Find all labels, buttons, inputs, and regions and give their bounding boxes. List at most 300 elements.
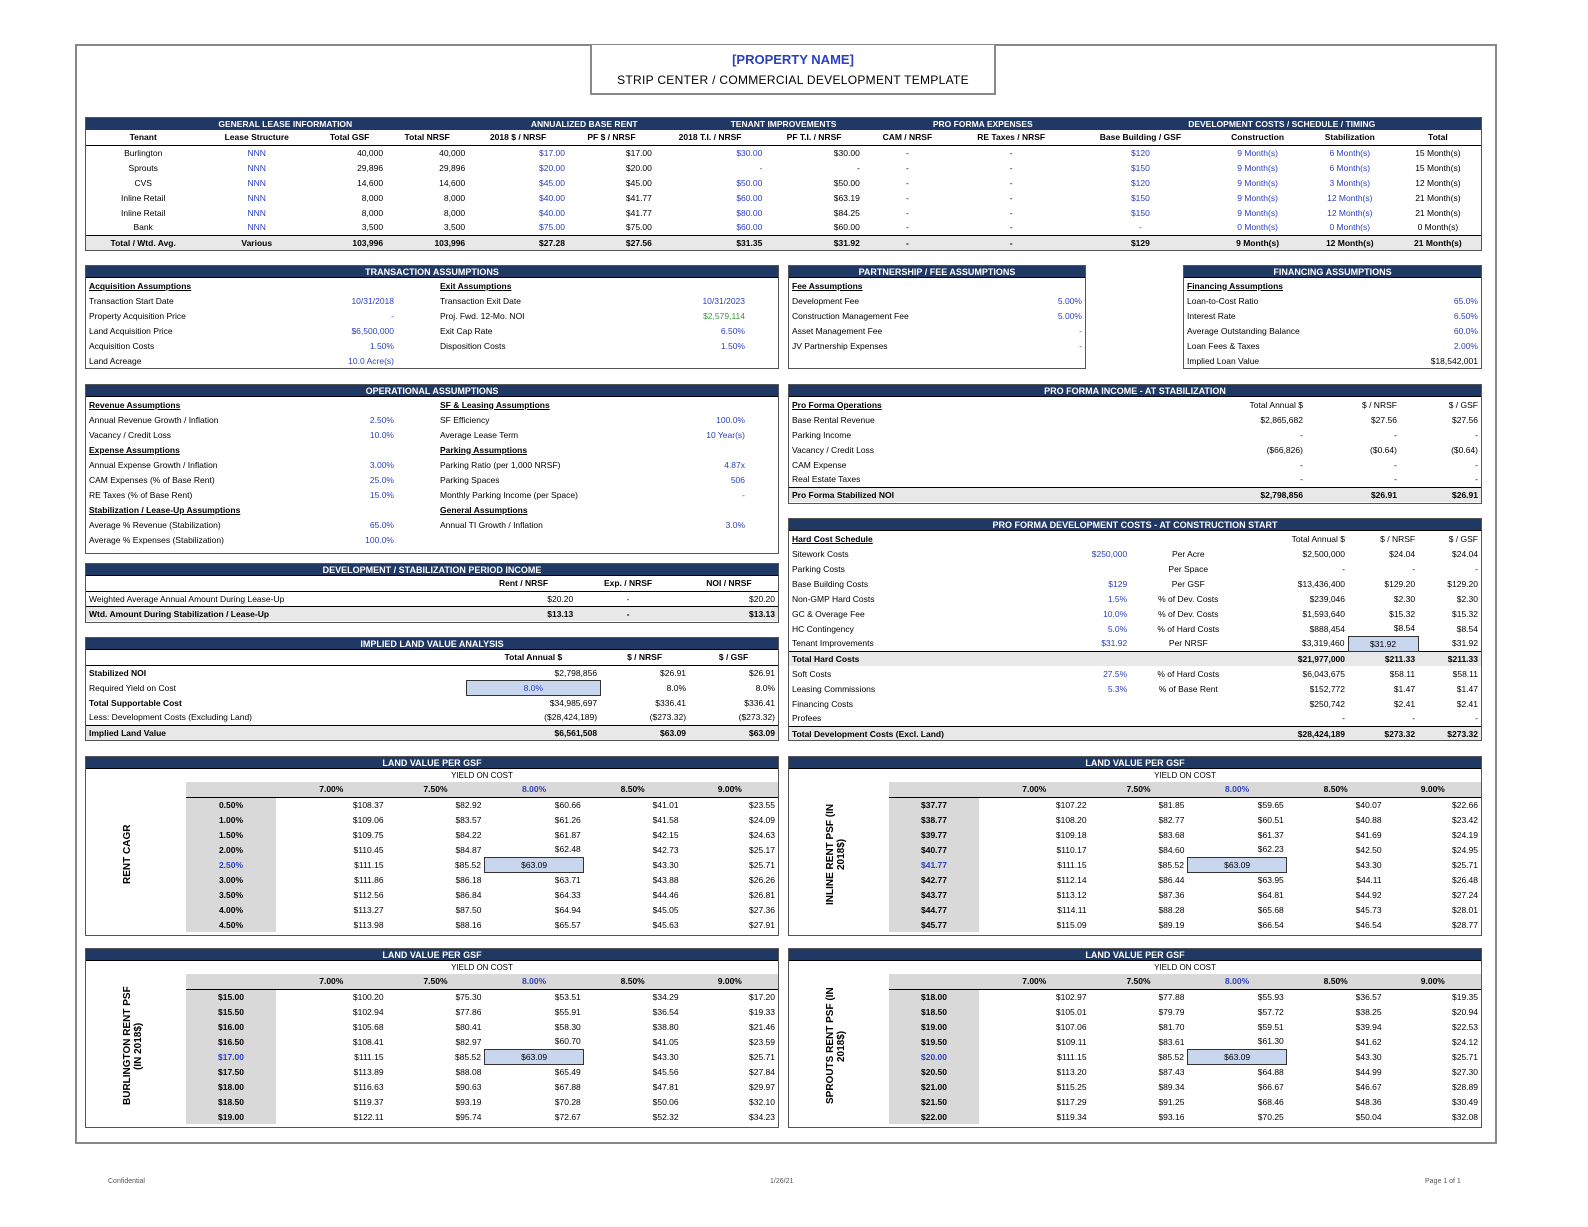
cell: $80.41 <box>455 1021 482 1032</box>
cell: - <box>1300 429 1303 440</box>
cell: $45.00 <box>538 177 565 188</box>
cell: - <box>1009 207 1013 218</box>
cell: $113.98 <box>353 919 384 930</box>
row-value: 100.0% <box>365 534 394 545</box>
cell: 4.00% <box>186 902 276 917</box>
cell: ($273.32) <box>738 712 775 723</box>
cell: $44.11 <box>1356 874 1382 885</box>
cell: $60.66 <box>554 799 581 810</box>
cell: $24.04 <box>1389 548 1416 559</box>
cell: $50.00 <box>833 177 860 188</box>
cell: $20.50 <box>889 1064 979 1079</box>
cell: $86.84 <box>455 889 482 900</box>
table-row <box>889 827 1481 842</box>
cell: ($0.64) <box>1451 444 1478 455</box>
table-row <box>186 842 778 857</box>
cell: Non-GMP Hard Costs <box>792 593 875 604</box>
cell: $85.52 <box>1157 859 1184 870</box>
subsection-title: Financing Assumptions <box>1187 280 1284 291</box>
cell: - <box>1394 459 1397 470</box>
cell: $108.37 <box>352 799 384 810</box>
lease-col-header: Construction <box>1210 130 1304 145</box>
cell: CVS <box>134 177 152 188</box>
table-row <box>889 989 1481 1004</box>
col-header: NOI / NRSF <box>680 576 778 591</box>
cell: $63.09 <box>600 725 689 740</box>
cell: $24.12 <box>1452 1036 1478 1047</box>
cell: $64.88 <box>1257 1066 1284 1077</box>
cell <box>1130 696 1246 711</box>
cell: Per Acre <box>1171 548 1205 559</box>
table-row <box>186 1049 778 1064</box>
row-label: Annual TI Growth / Inflation <box>440 519 543 530</box>
cell: $19.50 <box>889 1034 979 1049</box>
cell: 27.5% <box>1103 668 1128 679</box>
table-row <box>889 1064 1481 1079</box>
cell: $115.25 <box>1056 1081 1087 1092</box>
cell: Required Yield on Cost <box>89 682 176 693</box>
sensitivity-col-header: 7.50% <box>1090 974 1188 989</box>
row-label: RE Taxes (% of Base Rent) <box>89 489 193 500</box>
cell: $82.92 <box>455 799 482 810</box>
subsection-title: Acquisition Assumptions <box>89 280 192 291</box>
cell: - <box>1138 222 1142 233</box>
cell: $40.07 <box>1355 799 1382 810</box>
cell: $91.25 <box>1158 1096 1185 1107</box>
row-label: Average % Expenses (Stabilization) <box>89 534 224 545</box>
cell: 3 Month(s) <box>1329 177 1371 188</box>
sensitivity-axis-label: BURLINGTON RENT PSF (IN 2018$) <box>122 986 144 1106</box>
cell: $38.25 <box>1355 1006 1382 1017</box>
cell: $122.11 <box>353 1111 384 1122</box>
sensitivity-col-header: 7.00% <box>276 782 387 797</box>
cell: $18.50 <box>186 1094 276 1109</box>
row-value: 3.0% <box>725 519 745 530</box>
row-label: Annual Revenue Growth / Inflation <box>89 414 219 425</box>
cell: - <box>1475 429 1478 440</box>
table-row <box>889 1079 1481 1094</box>
cell: - <box>1412 713 1416 724</box>
row-value: 1.50% <box>720 340 745 351</box>
cell: $109.75 <box>352 829 384 840</box>
cell: $67.88 <box>554 1081 581 1092</box>
cell: $19.00 <box>889 1019 979 1034</box>
cell: $23.42 <box>1452 814 1478 825</box>
cell: NNN <box>247 147 266 158</box>
cell: Per Space <box>1168 563 1209 574</box>
cell: 8.0% <box>467 680 601 695</box>
cell: $63.09 <box>1187 1049 1286 1064</box>
section-header: LAND VALUE PER GSF <box>789 757 1481 769</box>
development-income <box>85 563 779 623</box>
cell: $66.54 <box>1257 919 1284 930</box>
cell: ($273.32) <box>649 712 687 723</box>
row-label: Parking Ratio (per 1,000 NRSF) <box>440 459 561 470</box>
cell: $85.52 <box>454 859 481 870</box>
cell: 9 Month(s) <box>1237 177 1278 188</box>
cell: Inline Retail <box>120 207 166 218</box>
cell: $43.77 <box>889 887 979 902</box>
cell: % of Dev. Costs <box>1158 593 1219 604</box>
cell: $25.71 <box>1452 859 1478 870</box>
cell: $45.00 <box>625 177 652 188</box>
cell: $61.30 <box>1257 1036 1284 1047</box>
cell: 2.50% <box>186 857 276 872</box>
cell: 6 Month(s) <box>1329 162 1371 173</box>
cell: $26.91 <box>1400 487 1481 502</box>
cell: $82.97 <box>455 1036 482 1047</box>
cell: $58.11 <box>1389 668 1416 679</box>
cell <box>1059 696 1130 711</box>
section-header: LAND VALUE PER GSF <box>789 949 1481 961</box>
row-label: Parking Spaces <box>440 474 500 485</box>
cell: $113.89 <box>353 1066 384 1077</box>
cell: $75.00 <box>538 222 565 233</box>
cell: $61.26 <box>554 814 581 825</box>
row-label: Average Lease Term <box>440 429 519 440</box>
cell: $58.11 <box>1452 668 1478 679</box>
cell: $19.00 <box>186 1109 276 1124</box>
cell: % of Dev. Costs <box>1158 608 1219 619</box>
cell: Various <box>200 235 313 250</box>
sensitivity-burlington-rent <box>85 948 779 1128</box>
cell: $89.19 <box>1158 919 1185 930</box>
row-value: 65.0% <box>369 519 394 530</box>
cell: $63.09 <box>1187 857 1286 872</box>
cell: Profees <box>792 713 822 724</box>
cell: 40,000 <box>439 147 466 158</box>
cell: $21.00 <box>889 1079 979 1094</box>
cell: $108.41 <box>352 1036 384 1047</box>
cell: % of Hard Costs <box>1157 668 1220 679</box>
cell: - <box>905 147 909 158</box>
cell: $1,593,640 <box>1302 608 1346 619</box>
cell: $40.88 <box>1355 814 1382 825</box>
cell: $41.69 <box>1355 829 1382 840</box>
cell: 21 Month(s) <box>1395 235 1481 250</box>
cell: $64.94 <box>554 904 581 915</box>
cell: Parking Costs <box>792 563 845 574</box>
col-header: $ / NRSF <box>1362 399 1397 410</box>
cell: - <box>1342 713 1346 724</box>
cell: $30.49 <box>1452 1096 1478 1107</box>
sensitivity-col-header: 8.50% <box>584 974 682 989</box>
pro-forma-development-costs <box>788 518 1482 741</box>
cell: $41.05 <box>652 1036 679 1047</box>
row-label: Average Outstanding Balance <box>1187 325 1300 336</box>
lease-col-header: PF $ / NRSF <box>568 130 655 145</box>
cell: $41.62 <box>1355 1036 1382 1047</box>
cell: $19.33 <box>749 1006 775 1017</box>
cell: $2,865,682 <box>1260 414 1303 425</box>
cell: $18.00 <box>889 989 979 1004</box>
cell: $27.24 <box>1452 889 1478 900</box>
cell: $250,742 <box>1309 698 1346 709</box>
cell: $90.63 <box>455 1081 482 1092</box>
cell: $1.47 <box>1456 683 1478 694</box>
table-row <box>186 902 778 917</box>
cell: $19.35 <box>1452 991 1478 1002</box>
cell: 14,600 <box>439 177 466 188</box>
table-row <box>889 1004 1481 1019</box>
col-header: Total Annual $ <box>467 650 601 665</box>
cell: Inline Retail <box>120 192 166 203</box>
cell: - <box>1394 429 1397 440</box>
row-value: 6.50% <box>720 325 745 336</box>
cell: $23.55 <box>749 799 775 810</box>
row-value: - <box>391 310 394 321</box>
implied-land-value <box>85 637 779 741</box>
footer-confidential: Confidential <box>108 1178 145 1185</box>
cell: $43.30 <box>1355 859 1382 870</box>
cell: $28,424,189 <box>1246 726 1348 741</box>
row-label: Construction Management Fee <box>792 310 909 321</box>
cell: $113.20 <box>1056 1066 1087 1077</box>
cell: $55.91 <box>554 1006 581 1017</box>
table-row <box>186 1019 778 1034</box>
cell: $6,561,508 <box>467 725 601 740</box>
lease-group-header: ANNUALIZED BASE RENT <box>530 119 638 129</box>
cell: $150 <box>1130 162 1150 173</box>
cell: Bank <box>133 222 153 233</box>
cell <box>1059 711 1130 726</box>
cell: - <box>1412 563 1416 574</box>
cell: Soft Costs <box>792 668 832 679</box>
cell: $48.36 <box>1355 1096 1382 1107</box>
cell: $111.15 <box>354 859 384 870</box>
table-row <box>86 190 1481 205</box>
cell: $273.32 <box>1348 726 1418 741</box>
sensitivity-col-header: 7.50% <box>387 974 485 989</box>
sensitivity-col-header: 9.00% <box>682 782 778 797</box>
cell: $27.36 <box>749 904 775 915</box>
cell: $84.22 <box>455 829 482 840</box>
lease-col-header: PF T.I. / NRSF <box>765 130 862 145</box>
cell: $28.89 <box>1452 1081 1478 1092</box>
cell: $86.44 <box>1158 874 1185 885</box>
lease-col-header: 2018 $ / NRSF <box>468 130 568 145</box>
cell: $109.11 <box>1056 1036 1087 1047</box>
cell: $50.04 <box>1355 1111 1382 1122</box>
cell: $20.00 <box>538 162 565 173</box>
sensitivity-col-header: 7.00% <box>276 974 387 989</box>
cell: $34,985,697 <box>549 697 598 708</box>
row-label: Land Acquisition Price <box>89 325 173 336</box>
cell: - <box>1475 459 1478 470</box>
cell: $36.57 <box>1355 991 1382 1002</box>
cell: - <box>576 606 680 621</box>
cell: 9 Month(s) <box>1237 207 1278 218</box>
cell: $84.60 <box>1158 844 1185 855</box>
cell: 5.0% <box>1107 623 1128 634</box>
table-row <box>86 205 1481 220</box>
cell: $211.33 <box>1418 651 1481 666</box>
cell: $58.30 <box>554 1021 581 1032</box>
cell: $41.77 <box>889 857 979 872</box>
table-row <box>186 812 778 827</box>
cell: $112.14 <box>1056 874 1087 885</box>
sensitivity-col-header: 8.00% <box>1187 974 1286 989</box>
row-label: Vacancy / Credit Loss <box>89 429 172 440</box>
cell: $46.54 <box>1355 919 1382 930</box>
cell: $60.00 <box>736 192 763 203</box>
cell: Less: Development Costs (Excluding Land) <box>89 712 252 723</box>
cell: $6,043,675 <box>1302 668 1346 679</box>
cell: $86.18 <box>455 874 482 885</box>
template-title: STRIP CENTER / COMMERCIAL DEVELOPMENT TEMPLATE <box>617 73 969 87</box>
cell: $41.58 <box>652 814 679 825</box>
table-row <box>889 797 1481 812</box>
cell: $59.65 <box>1257 799 1284 810</box>
cell: $32.10 <box>749 1096 775 1107</box>
table-row <box>86 175 1481 190</box>
cell: Base Building Costs <box>792 578 869 589</box>
cell: $13,436,400 <box>1297 578 1346 589</box>
cell: $32.08 <box>1452 1111 1478 1122</box>
cell: $36.54 <box>652 1006 679 1017</box>
cell: $102.94 <box>352 1006 384 1017</box>
section-header: PARTNERSHIP / FEE ASSUMPTIONS <box>789 266 1085 278</box>
sensitivity-sprouts-rent <box>788 948 1482 1128</box>
cell: $80.00 <box>736 207 763 218</box>
cell: $15.32 <box>1389 608 1416 619</box>
cell: $79.79 <box>1158 1006 1185 1017</box>
property-name: [PROPERTY NAME] <box>732 52 854 67</box>
cell: $22.00 <box>889 1109 979 1124</box>
cell: $57.72 <box>1257 1006 1284 1017</box>
section-header: LAND VALUE PER GSF <box>86 949 778 961</box>
footer-page: Page 1 of 1 <box>1425 1178 1461 1185</box>
financing-assumptions <box>1183 265 1482 369</box>
cell: $64.33 <box>554 889 581 900</box>
cell: $63.19 <box>833 192 860 203</box>
row-label: JV Partnership Expenses <box>792 340 888 351</box>
table-row <box>186 989 778 1004</box>
cell: $41.01 <box>652 799 679 810</box>
pro-forma-income <box>788 384 1482 504</box>
table-row <box>86 220 1481 235</box>
cell: 1.5% <box>1107 593 1128 604</box>
lease-group-header: DEVELOPMENT COSTS / SCHEDULE / TIMING <box>1188 119 1376 129</box>
cell: - <box>905 207 909 218</box>
cell: 6 Month(s) <box>1329 147 1371 158</box>
row-value: 3.00% <box>369 459 394 470</box>
cell: Wtd. Amount During Stabilization / Lease-Up <box>86 606 471 621</box>
lease-col-header: Tenant <box>86 130 200 145</box>
cell: 12 Month(s) <box>1327 207 1373 218</box>
cell: Sprouts <box>128 162 158 173</box>
cell: $115.09 <box>1056 919 1087 930</box>
cell: $20.20 <box>547 593 574 604</box>
cell: $22.66 <box>1452 799 1478 810</box>
cell: $63.95 <box>1257 874 1284 885</box>
cell: $45.77 <box>889 917 979 932</box>
cell: $129 <box>1108 578 1128 589</box>
cell: $26.91 <box>1306 487 1400 502</box>
cell: $17.20 <box>749 991 775 1002</box>
table-row <box>186 1109 778 1124</box>
cell: Total Hard Costs <box>789 651 1059 666</box>
cell: 10.0% <box>1103 608 1128 619</box>
cell: - <box>952 235 1070 250</box>
cell: Burlington <box>124 147 163 158</box>
cell: $60.00 <box>833 222 860 233</box>
section-header: DEVELOPMENT / STABILIZATION PERIOD INCOME <box>86 564 778 576</box>
col-header: $ / NRSF <box>600 650 689 665</box>
cell: $45.73 <box>1355 904 1382 915</box>
cell: Sitework Costs <box>792 548 849 559</box>
subsection-title: General Assumptions <box>440 504 528 515</box>
cell: $28.01 <box>1452 904 1478 915</box>
cell: 15 Month(s) <box>1415 162 1461 173</box>
cell: $23.59 <box>749 1036 775 1047</box>
cell: $46.67 <box>1355 1081 1382 1092</box>
cell: $65.57 <box>554 919 581 930</box>
cell: $75.00 <box>625 222 652 233</box>
cell: $77.86 <box>455 1006 482 1017</box>
row-value: $6,500,000 <box>351 325 394 336</box>
cell: $83.68 <box>1158 829 1185 840</box>
row-value: 6.50% <box>1453 310 1478 321</box>
cell: $107.06 <box>1055 1021 1087 1032</box>
cell: $3,319,460 <box>1301 638 1345 649</box>
sensitivity-col-header: 7.00% <box>979 974 1090 989</box>
cell: $15.50 <box>186 1004 276 1019</box>
cell: $119.37 <box>353 1096 384 1107</box>
cell: $18.00 <box>186 1079 276 1094</box>
sensitivity-col-header: 9.00% <box>1385 974 1481 989</box>
section-header: IMPLIED LAND VALUE ANALYSIS <box>86 638 778 650</box>
cell: 3.50% <box>186 887 276 902</box>
lease-info-section <box>85 117 1482 251</box>
cell: 40,000 <box>357 147 384 158</box>
cell: $1.47 <box>1393 683 1416 694</box>
cell: $39.77 <box>889 827 979 842</box>
cell: HC Contingency <box>792 623 854 634</box>
row-value: 15.0% <box>369 489 394 500</box>
row-value: 60.0% <box>1453 325 1478 336</box>
subsection-title: SF & Leasing Assumptions <box>440 399 550 410</box>
cell: $25.71 <box>1452 1051 1478 1062</box>
sensitivity-axis-label: INLINE RENT PSF (IN 2018$) <box>825 803 847 905</box>
cell: 0.50% <box>186 797 276 812</box>
section-header: PRO FORMA DEVELOPMENT COSTS - AT CONSTRUCTION START <box>789 519 1481 531</box>
cell: $83.61 <box>1158 1036 1185 1047</box>
table-row <box>86 145 1481 160</box>
cell: $25.17 <box>749 844 775 855</box>
cell: $30.00 <box>833 147 860 158</box>
operational-assumptions <box>85 384 779 554</box>
cell: $100.20 <box>352 991 384 1002</box>
lease-col-header: CAM / NRSF <box>863 130 952 145</box>
cell: - <box>1300 474 1303 485</box>
cell: $20.94 <box>1452 1006 1478 1017</box>
table-row <box>889 872 1481 887</box>
table-row <box>889 887 1481 902</box>
cell: $55.93 <box>1257 991 1284 1002</box>
lease-group-header: PRO FORMA EXPENSES <box>932 119 1033 129</box>
cell: $65.68 <box>1257 904 1284 915</box>
cell: $93.19 <box>455 1096 482 1107</box>
cell: $60.00 <box>736 222 763 233</box>
row-label: Loan-to-Cost Ratio <box>1187 295 1259 306</box>
row-value: $2,579,114 <box>703 310 745 321</box>
cell: $81.70 <box>1158 1021 1185 1032</box>
row-value: 25.0% <box>369 474 394 485</box>
cell: $26.91 <box>660 667 687 678</box>
cell: $336.41 <box>655 697 687 708</box>
cell: $31.92 <box>765 235 862 250</box>
